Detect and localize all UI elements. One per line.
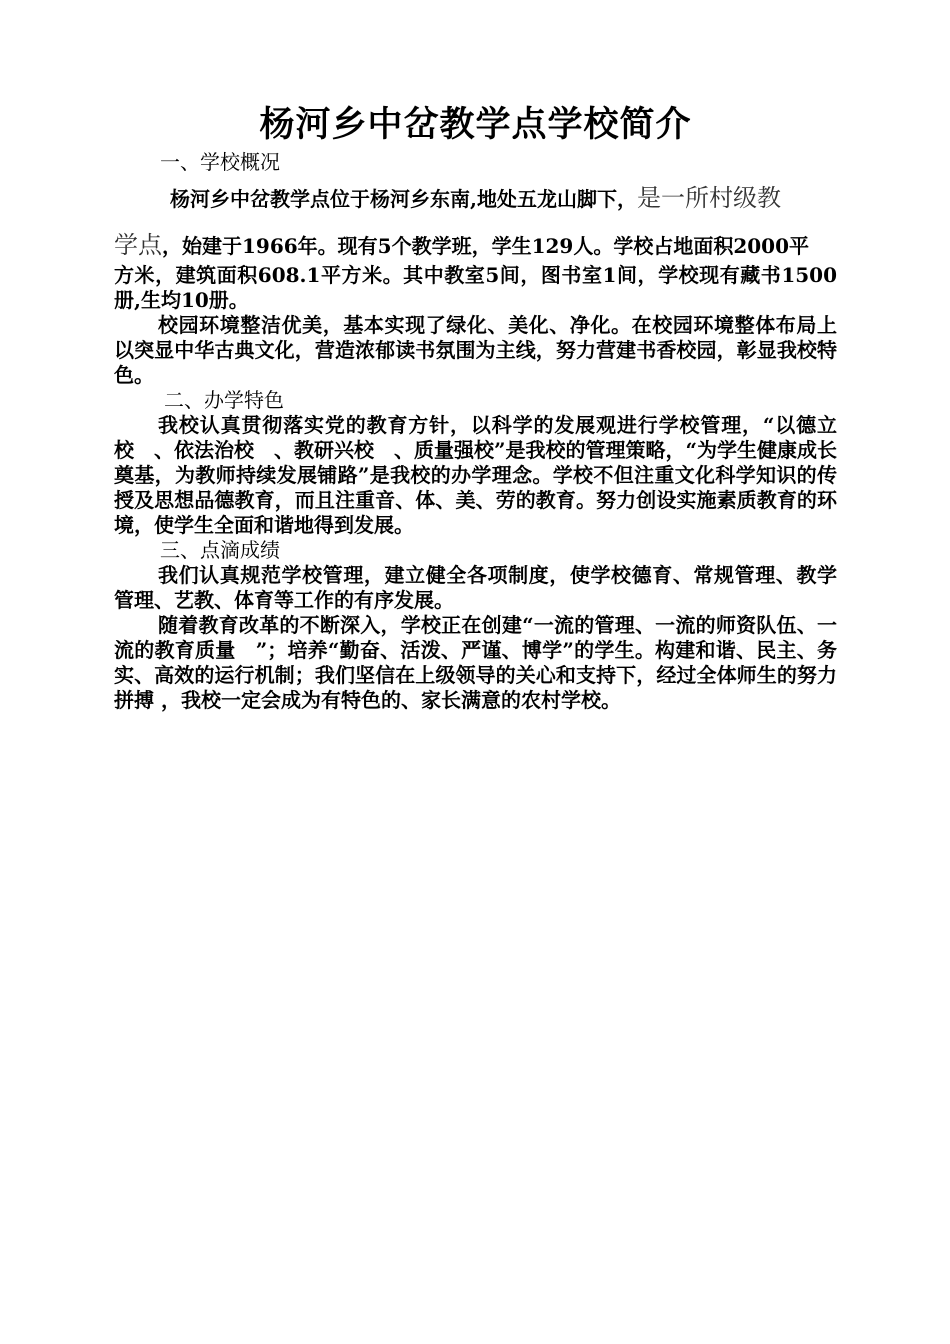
intro-line2: ，始建于1966年。现有5个教学班，学生129人。学校占地面积2000平 <box>162 234 809 258</box>
section-heading-achievements: 三、点滴成绩 <box>160 538 280 562</box>
overview-environment-paragraph: 校园环境整洁优美，基本实现了绿化、美化、净化。在校园环境整体布局上以突显中华古典文化，营造浓郁读书氛围为主线，努力营建书香校园，彰显我校特色。 <box>114 313 837 387</box>
section-heading-overview: 一、学校概况 <box>160 150 280 174</box>
intro-lead: 杨河乡中岔教学点位于杨河乡东南,地处五龙山脚下， <box>170 187 637 211</box>
features-paragraph: 我校认真贯彻落实党的教育方针，以科学的发展观进行学校管理，“以德立校 、依法治校 、教研兴校 、质量强校”是我校的管理策略，“为学生健康成长奠基，为教师持续发展铺路”是我校的办学理念。学校不但注重文化科学知识的传授及思想品德教育，而且注重音、体、美、劳的教育。努力创设实施素质教育的环境，使学生全面和谐地得到发展。 <box>114 413 838 537</box>
section-heading-features: 二、办学特色 <box>164 388 284 412</box>
overview-intro-paragraph <box>114 175 837 313</box>
document-body <box>114 100 837 713</box>
achievements-paragraph-2: 随着教育改革的不断深入，学校正在创建“一流的管理、一流的师资队伍、一流的教育质量 ”；培养“勤奋、活泼、严谨、博学”的学生。构建和谐、民主、务实、高效的运行机制；我们坚信在上级领导的关心和支持下，经过全体师生的努力拼搏 ，我校一定会成为有特色的、家长满意的农村学校。 <box>114 613 837 712</box>
intro-lead-light: 是一所村级教 <box>636 184 781 212</box>
document-title: 杨河乡中岔教学点学校简介 <box>259 105 692 145</box>
intro-line2-light: 学点 <box>114 231 162 259</box>
achievements-paragraph-1: 我们认真规范学校管理，建立健全各项制度，使学校德育、常规管理、教学管理、艺教、体育等工作的有序发展。 <box>114 563 837 612</box>
intro-rest: 方米，建筑面积608.1平方米。其中教室5间，图书室1间，学校现有藏书1500册,生均10册。 <box>114 263 837 312</box>
